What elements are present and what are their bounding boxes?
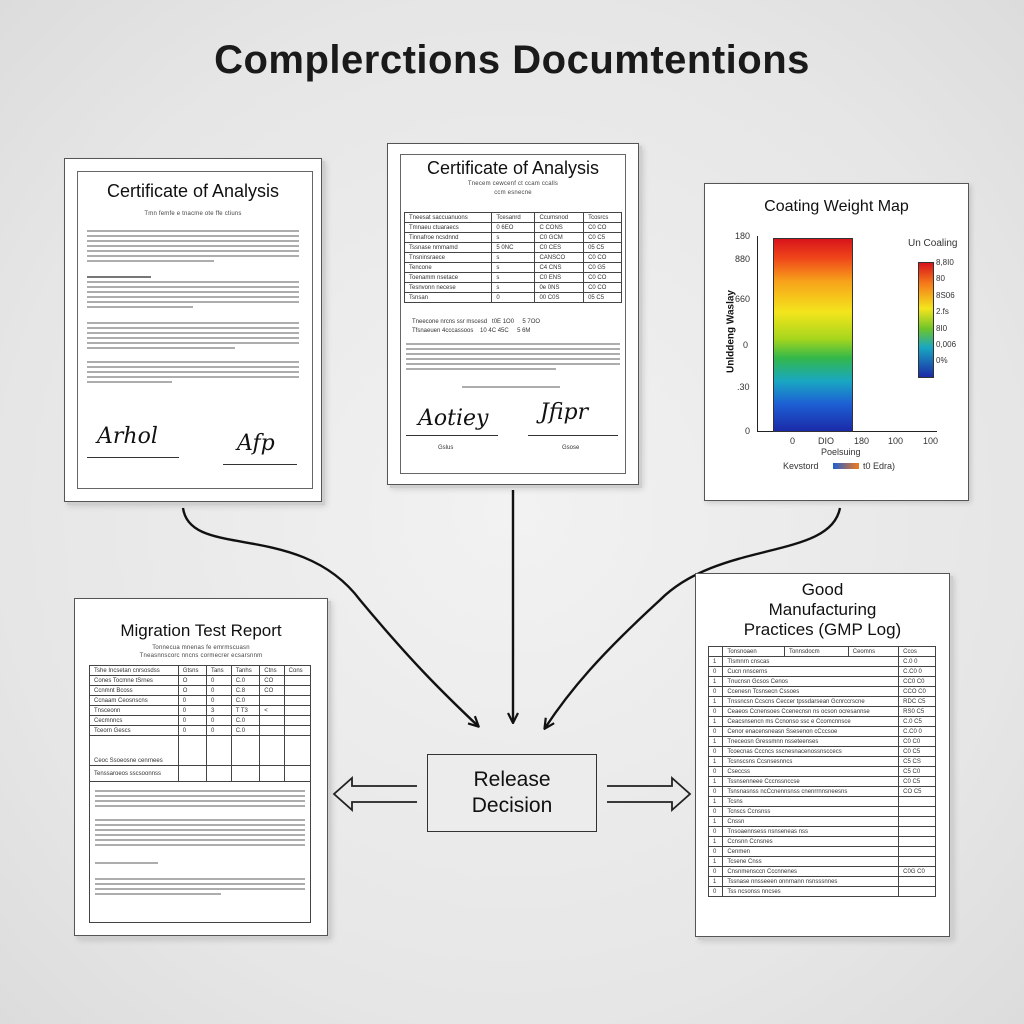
gmp-row-code: CCO C0	[899, 687, 936, 697]
gmp-row-code: RS0 C5	[899, 707, 936, 717]
gmp-row-code: C5 C0	[899, 767, 936, 777]
gmp-log-row	[709, 847, 936, 857]
gmp-row-code	[899, 807, 936, 817]
gmp-title-line-2: Manufacturing	[768, 600, 877, 619]
gmp-row-index: 0	[709, 707, 723, 717]
coating-map-y-tick: 180	[735, 231, 751, 241]
coating-map-legend-tick: 2.fs	[936, 307, 949, 316]
gmp-row-entry: Cnssn	[723, 817, 899, 827]
coa-center-title: Certificate of Analysis	[426, 158, 600, 178]
gmp-row-code: CC0 C0	[899, 677, 936, 687]
gmp-table	[708, 646, 936, 897]
table-row: Tencone s C4 CNS C0 G5	[405, 263, 622, 273]
coating-map-heatmap	[773, 238, 853, 432]
gmp-row-code	[899, 857, 936, 867]
coating-map-y-tick: .30	[737, 382, 750, 392]
table-row: Tceorn Gescs 0 0 C.0	[90, 726, 311, 736]
gmp-row-index: 0	[709, 787, 723, 797]
coa-center-document	[387, 143, 639, 485]
gmp-row-entry: Tssnsenneee Cccnssnccse	[723, 777, 899, 787]
gmp-log-row	[709, 657, 936, 667]
table-header-row: Tshe Incsetan cnrsosdss Gtsns Tans Tanhs Ctns Cons	[90, 666, 311, 676]
coa-center-extra-row-1: Tneecone nrcns ssr mscesd t0E 1O0 5 7OO	[412, 319, 541, 325]
gmp-row-code	[899, 877, 936, 887]
gmp-log-row	[709, 677, 936, 687]
gmp-row-entry: Cenor enacensneasn Ssesenon cCccsoe	[723, 727, 899, 737]
gmp-row-index: 1	[709, 697, 723, 707]
gmp-row-index: 0	[709, 847, 723, 857]
coating-map-title: Coating Weight Map	[764, 198, 909, 215]
migration-test-report-document	[74, 598, 328, 936]
gmp-row-entry: Tcnscs Ccnsnss	[723, 807, 899, 817]
coating-map-legend-tick: 8S06	[936, 291, 955, 300]
gmp-log-row	[709, 777, 936, 787]
gmp-log-row	[709, 707, 936, 717]
table-row: Cones Tocmne tSrnes O 0 C.0 CO	[90, 676, 311, 686]
gmp-row-code: C.0 C5	[899, 717, 936, 727]
gmp-row-entry: Ceacsnsencn ms Ccnonso ssc e Ccomcnnsce	[723, 717, 899, 727]
gmp-row-index: 0	[709, 667, 723, 677]
coating-map-legend-tick: 8I0	[936, 324, 948, 333]
gmp-row-index: 0	[709, 767, 723, 777]
gmp-log-row	[709, 857, 936, 867]
gmp-row-entry: Ccenesn Tcsnsecn Cssoes	[723, 687, 899, 697]
coating-map-legend-tick: 80	[936, 274, 945, 283]
coating-map-y-tick: 0	[743, 340, 749, 350]
gmp-row-index: 1	[709, 837, 723, 847]
gmp-log-row	[709, 867, 936, 877]
coating-map-ylabel: Unlddeng Waslay	[725, 290, 737, 373]
coating-map-key-swatch	[833, 463, 859, 469]
table-row: Tsnsan 0 00 C0S 05 C5	[405, 293, 622, 303]
coa-center-signature-caption-2: Gsose	[562, 445, 580, 451]
coating-map-axis	[757, 236, 758, 432]
gmp-log-row	[709, 797, 936, 807]
gmp-row-entry: Cnsnmensccn Cccnnenes	[723, 867, 899, 877]
gmp-row-entry: Tneceosn Gressmnn nsseteenses	[723, 737, 899, 747]
gmp-row-entry: Cenmen	[723, 847, 899, 857]
gmp-log-row	[709, 827, 936, 837]
gmp-row-index: 1	[709, 817, 723, 827]
table-row: Tssnase nmmamd 5 0NC C0 CES 05 C5	[405, 243, 622, 253]
coa-center-table	[404, 212, 622, 303]
gmp-log-row	[709, 717, 936, 727]
gmp-row-index: 0	[709, 807, 723, 817]
gmp-row-code: C.C0 0	[899, 727, 936, 737]
gmp-row-entry: Tnucnsn Gcsos Cenos	[723, 677, 899, 687]
gmp-row-entry: Tss ncsonss nncses	[723, 887, 899, 897]
gmp-row-entry: Tcsene Cnss	[723, 857, 899, 867]
gmp-row-index: 1	[709, 777, 723, 787]
coa-center-signature-line-2	[528, 435, 618, 436]
gmp-row-index: 0	[709, 887, 723, 897]
coating-map-y-tick: 660	[735, 294, 751, 304]
gmp-row-code	[899, 827, 936, 837]
arrow-release-to-migration	[334, 778, 417, 810]
coa-center-signature-line-1	[406, 435, 498, 436]
coa-left-signature-line-1	[87, 457, 179, 458]
coa-center-extra-row-2: Tfsnaeuen 4cccassoos 10 4C 45C 5 6M	[412, 328, 531, 334]
arrow-release-to-gmp	[607, 778, 690, 810]
gmp-log-row	[709, 667, 936, 677]
gmp-log-row	[709, 787, 936, 797]
gmp-row-index: 0	[709, 687, 723, 697]
release-decision-line-2: Decision	[471, 794, 553, 817]
gmp-row-index: 0	[709, 727, 723, 737]
table-row: Cecmnncs 0 0 C.0	[90, 716, 311, 726]
gmp-row-index: 1	[709, 877, 723, 887]
table-header-row: Tonsnoaen Tonnsdocm Ceomns Ccos	[709, 647, 936, 657]
gmp-row-code: CO C5	[899, 787, 936, 797]
gmp-row-code	[899, 817, 936, 827]
gmp-row-code: C0 C5	[899, 747, 936, 757]
gmp-row-entry: Tcsnscsns Ccsnsesnncs	[723, 757, 899, 767]
coa-left-subtitle: Tmn femfe e tnacme ote ffe ctiuns	[144, 211, 242, 217]
coating-map-y-tick: 880	[735, 254, 751, 264]
gmp-row-code: C5 CS	[899, 757, 936, 767]
migration-table	[89, 665, 311, 782]
table-row: Tesnvonn necese s 0e 0NS C0 CO	[405, 283, 622, 293]
gmp-log-row	[709, 817, 936, 827]
table-header-row: Tneesat saccuanuons Tcesanrd Ccumsnod Tcosrcs	[405, 213, 622, 223]
gmp-log-row	[709, 697, 936, 707]
gmp-log-row	[709, 887, 936, 897]
table-row: Ceoc Ssoeosne cenrnees	[90, 736, 311, 766]
gmp-row-code: C0 C5	[899, 777, 936, 787]
coa-center-signature-1: Aotiey	[418, 406, 489, 431]
gmp-row-index: 1	[709, 797, 723, 807]
gmp-log-row	[709, 807, 936, 817]
gmp-row-code	[899, 887, 936, 897]
gmp-row-entry: Tssnase nnsseeen onnrnann nsnsssnnes	[723, 877, 899, 887]
gmp-row-index: 0	[709, 827, 723, 837]
gmp-row-index: 1	[709, 757, 723, 767]
coa-center-body-text	[406, 340, 620, 391]
gmp-log-row	[709, 767, 936, 777]
gmp-title-line-3: Practices (GMP Log)	[743, 620, 902, 639]
gmp-row-entry: Tsnsnasnss ncCcnennsnss cnenrrnnsneesns	[723, 787, 899, 797]
gmp-row-entry: Tcoecnas Cccncs sscnesnacenossnsccecs	[723, 747, 899, 757]
page-title: Complerctions Documtentions	[214, 38, 810, 82]
gmp-row-code	[899, 847, 936, 857]
gmp-row-index: 1	[709, 857, 723, 867]
coa-center-subtitle: Tnecem cewcenf ct ccam ccalls	[467, 181, 559, 187]
gmp-row-entry: Tlsmnrn cnscas	[723, 657, 899, 667]
gmp-row-entry: Ccnsnn Ccnsnes	[723, 837, 899, 847]
gmp-title-line-1: Good	[801, 580, 844, 599]
coating-map-legend-title: Un Coaling	[908, 238, 958, 249]
table-row: Tnsninsraece s CANSCO C0 CO	[405, 253, 622, 263]
coating-map-x-tick: DIO	[818, 436, 835, 446]
migration-title: Migration Test Report	[120, 621, 282, 640]
coating-map-y-tick: 0	[745, 426, 751, 436]
gmp-row-index: 0	[709, 867, 723, 877]
gmp-log-row	[709, 747, 936, 757]
coating-map-x-tick: 180	[854, 436, 870, 446]
coating-map-legend-tick: 8,8I0	[936, 258, 954, 267]
coating-map-key-left: Kevstord	[783, 461, 819, 471]
gmp-log-row	[709, 687, 936, 697]
coa-center-subtitle-2: ccm esnecne	[494, 190, 532, 196]
table-row: Tmnaeu ctuaraecs 0 6EO C CONS C0 CO	[405, 223, 622, 233]
coating-map-xlabel: Poelsuing	[821, 447, 861, 457]
gmp-row-entry: Cseccss	[723, 767, 899, 777]
gmp-row-code	[899, 837, 936, 847]
migration-body-text	[95, 787, 305, 898]
gmp-row-code: C0G C0	[899, 867, 936, 877]
gmp-log-row	[709, 877, 936, 887]
gmp-row-code: RDC C5	[899, 697, 936, 707]
gmp-title	[696, 580, 949, 640]
migration-subtitle: Tonnecua mnenas fe emrmscuasn	[152, 645, 250, 651]
gmp-row-code	[899, 797, 936, 807]
gmp-log-row	[709, 737, 936, 747]
gmp-row-code: C.C0 0	[899, 667, 936, 677]
coa-left-document	[64, 158, 322, 502]
coating-map-x-tick: 100	[923, 436, 939, 446]
coa-left-title: Certificate of Analysis	[106, 181, 280, 201]
coating-map-key-right: t0 Edra)	[863, 461, 896, 471]
table-row: Tnsceonn 0 3 T T3 <	[90, 706, 311, 716]
gmp-log-row	[709, 757, 936, 767]
gmp-log-row	[709, 837, 936, 847]
coating-map-x-tick: 100	[888, 436, 904, 446]
migration-subtitle-2: Tneasnnscorc nncns cormecrer ecsarsnnm	[139, 653, 263, 659]
gmp-row-entry: Tnsoaennsess nsnseneas nss	[723, 827, 899, 837]
gmp-row-entry: Tnssncsn Ccscns Ceccer tpssdarsean Gcnrccrscne	[723, 697, 899, 707]
gmp-row-entry: Cucn nnscerns	[723, 667, 899, 677]
coating-map-colorbar	[918, 262, 934, 378]
table-row: Ccnmnt Bcoss O 0 C.8 CO	[90, 686, 311, 696]
table-row: Tenssaroeos sscsoonnss	[90, 766, 311, 782]
gmp-row-code: C.0 0	[899, 657, 936, 667]
coating-map-legend-tick: 0%	[936, 356, 948, 365]
gmp-row-index: 1	[709, 717, 723, 727]
gmp-row-entry: Tcsns	[723, 797, 899, 807]
gmp-log-document	[695, 573, 950, 937]
release-decision-line-1: Release	[473, 768, 551, 791]
coa-center-signature-2: Jfipr	[540, 400, 589, 425]
gmp-log-row	[709, 727, 936, 737]
coa-left-body-text	[87, 227, 299, 386]
gmp-row-entry: Ceaeos Ccnensoes Ccenecnsn ns ocson ocresannse	[723, 707, 899, 717]
gmp-row-index: 0	[709, 747, 723, 757]
table-row: Toenamm nsetace s C0 ENS C0 CO	[405, 273, 622, 283]
release-decision-box	[427, 754, 597, 832]
coating-map-x-tick: 0	[790, 436, 796, 446]
gmp-row-index: 1	[709, 657, 723, 667]
coa-left-signature-1: Arhol	[97, 424, 158, 449]
coa-center-signature-caption-1: Gslus	[438, 445, 454, 451]
table-row: Ccnaam Ceosnscns 0 0 C.0	[90, 696, 311, 706]
coa-left-signature-line-2	[223, 464, 297, 465]
coating-map-legend-tick: 0,006	[936, 340, 957, 349]
gmp-row-code: C0 C0	[899, 737, 936, 747]
coating-weight-map-document	[704, 183, 969, 501]
coa-left-signature-2: Afp	[237, 431, 275, 456]
gmp-row-index: 1	[709, 737, 723, 747]
gmp-row-index: 1	[709, 677, 723, 687]
table-row: Tinnafroe ncsdnnd s C0 GCM C0 C5	[405, 233, 622, 243]
